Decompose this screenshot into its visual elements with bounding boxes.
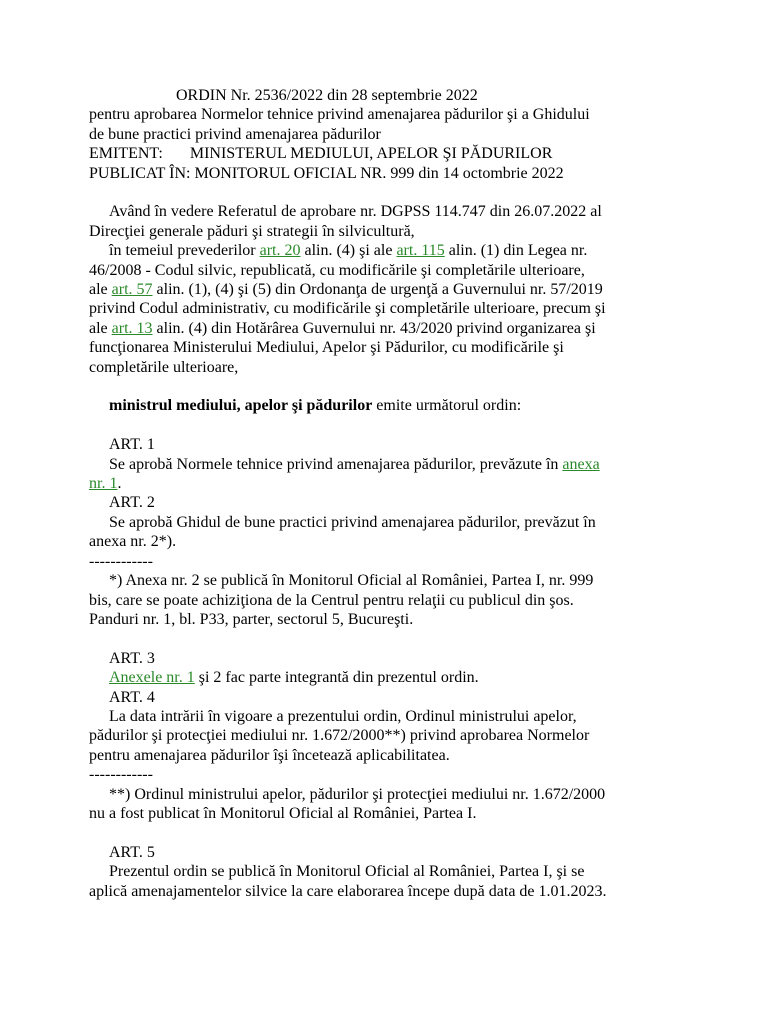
publicat-line: PUBLICAT ÎN: MONITORUL OFICIAL NR. 999 din 14 octombrie 2022 — [89, 164, 564, 182]
art5-line-2: aplică amenajamentelor silvice la care elaborarea începe după data de 1.01.2023. — [89, 882, 607, 900]
preamble-line-2: Direcţiei generale păduri şi strategii în silvicultură, — [89, 222, 415, 240]
art1-line-2: nr. 1. — [89, 475, 122, 493]
emitent-label: EMITENT: — [89, 145, 163, 163]
art2-line-2: anexa nr. 2*). — [89, 533, 177, 551]
document-body — [89, 86, 689, 901]
art2-note-line-1: *) Anexa nr. 2 se publică în Monitorul Oficial al României, Partea I, nr. 999 — [109, 572, 594, 590]
order-subtitle-line-1: pentru aprobarea Normelor tehnice privind amenajarea pădurilor şi a Ghidului — [89, 106, 590, 124]
link-art-115[interactable]: art. 115 — [396, 242, 445, 260]
art2-separator: ------------ — [89, 552, 153, 570]
art5-line-1: Prezentul ordin se publică în Monitorul Oficial al României, Partea I, şi se — [109, 863, 585, 881]
order-title: ORDIN Nr. 2536/2022 din 28 septembrie 2022 — [176, 87, 478, 104]
emitent-line — [89, 144, 689, 163]
preamble-line-3: în temeiul prevederilor art. 20 alin. (4) şi ale art. 115 alin. (1) din Legea nr. — [109, 242, 588, 260]
order-subtitle-line-2: de bune practici privind amenajarea pădurilor — [89, 125, 381, 143]
ministru-bold: ministrul mediului, apelor şi pădurilor — [109, 397, 373, 415]
preamble-line-5: ale art. 57 alin. (1), (4) şi (5) din Ordonanţa de urgenţă a Guvernului nr. 57/2019 — [89, 281, 603, 299]
art2-line-1: Se aprobă Ghidul de bune practici privind amenajarea pădurilor, prevăzut în — [109, 513, 596, 531]
preamble-line-8: funcţionarea Ministerului Mediului, Apelor şi Pădurilor, cu modificările şi — [89, 339, 564, 357]
link-anexele-nr-1[interactable]: Anexele nr. 1 — [109, 669, 195, 687]
art1-heading: ART. 1 — [109, 436, 155, 454]
art4-heading: ART. 4 — [109, 688, 155, 706]
art2-note-line-3: Panduri nr. 1, bl. P33, parter, sectorul 5, Bucureşti. — [89, 610, 414, 628]
art4-line-1: La data intrării în vigoare a prezentului ordin, Ordinul ministrului apelor, — [109, 707, 577, 725]
link-art-57[interactable]: art. 57 — [111, 281, 153, 299]
art4-note-line-2: nu a fost publicat în Monitorul Oficial al României, Partea I. — [89, 804, 477, 822]
art3-heading: ART. 3 — [109, 649, 155, 667]
preamble-line-6: privind Codul administrativ, cu modificările şi completările ulterioare, precum şi — [89, 300, 606, 318]
art4-note-line-1: **) Ordinul ministrului apelor, pădurilor şi protecţiei mediului nr. 1.672/2000 — [109, 785, 606, 803]
link-anexa-nr-1-part2[interactable]: nr. 1 — [89, 475, 118, 493]
preamble-line-1: Având în vedere Referatul de aprobare nr. DGPSS 114.747 din 26.07.2022 al — [109, 203, 602, 221]
link-anexa-nr-1-part1[interactable]: anexa — [562, 455, 600, 473]
art4-line-2: pădurilor şi protecţiei mediului nr. 1.672/2000**) privind aprobarea Normelor — [89, 727, 590, 745]
emitent-value: MINISTERUL MEDIULUI, APELOR ŞI PĂDURILOR — [189, 145, 553, 163]
art4-separator: ------------ — [89, 766, 153, 784]
art4-line-3: pentru amenajarea pădurilor îşi încetează aplicabilitatea. — [89, 746, 450, 764]
art5-heading: ART. 5 — [109, 843, 155, 861]
art2-heading: ART. 2 — [109, 494, 155, 512]
link-art-13[interactable]: art. 13 — [111, 319, 153, 337]
link-art-20[interactable]: art. 20 — [259, 242, 301, 260]
art1-line-1: Se aprobă Normele tehnice privind amenajarea pădurilor, prevăzute în anexa — [109, 455, 600, 473]
preamble-line-7: ale art. 13 alin. (4) din Hotărârea Guvernului nr. 43/2020 privind organizarea şi — [89, 319, 596, 337]
ministru-line: ministrul mediului, apelor şi pădurilor emite următorul ordin: — [109, 397, 522, 415]
art3-line: Anexele nr. 1 şi 2 fac parte integrantă din prezentul ordin. — [109, 669, 479, 687]
preamble-line-4: 46/2008 - Codul silvic, republicată, cu modificările şi completările ulterioare, — [89, 261, 585, 279]
art2-note-line-2: bis, care se poate achiziţiona de la Centrul pentru relaţii cu publicul din şos. — [89, 591, 574, 609]
preamble-line-9: completările ulterioare, — [89, 358, 239, 376]
